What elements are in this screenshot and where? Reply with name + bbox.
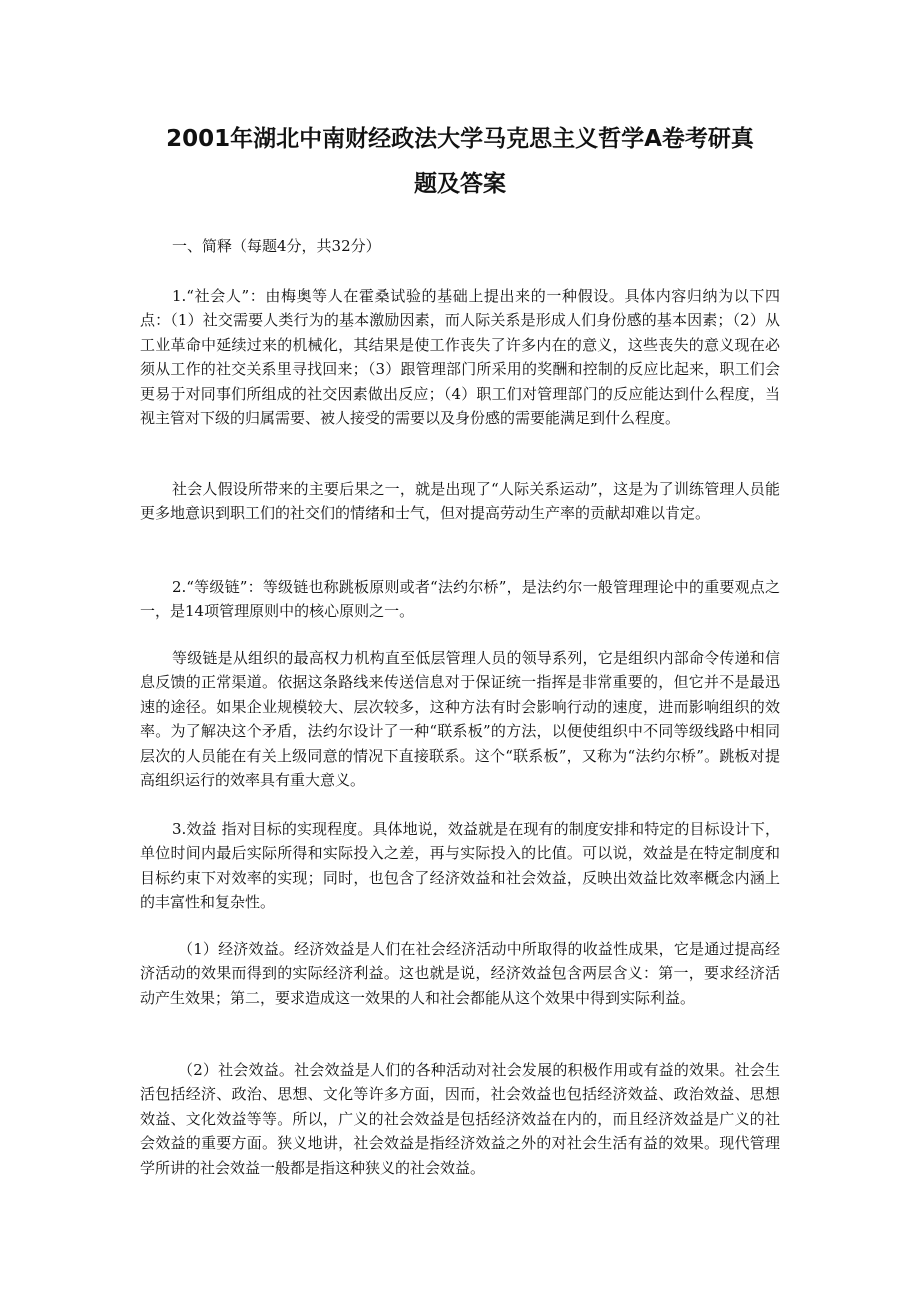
paragraph-scalar-chain: 2.“等级链”：等级链也称跳板原则或者“法约尔桥”，是法约尔一般管理理论中的重要观点之一，是14项管理原则中的核心原则之一。 [140,578,780,621]
paragraph-social-man: 1.“社会人”：由梅奥等人在霍桑试验的基础上提出来的一种假设。具体内容归纳为以下四点：（1）社交需要人类行为的基本激励因素，而人际关系是形成人们身份感的基本因素；（2）从工业革命中延续过来的机械化，其结果是使工作丧失了许多内在的意义，这些丧失的意义现在必须从工作的社交关系里寻找回来；（3）跟管理部门所采用的奖酬和控制的反应比起来，职工们会更易于对同事们所组成的社交因素做出反应；（4）职工们对管理部门的反应能达到什么程度，当视主管对下级的归属需要、被人接受的需要以及身份感的需要能满足到什么程度。 [140,287,780,428]
paragraph-social-benefit: （2）社会效益。社会效益是人们的各种活动对社会发展的积极作用或有益的效果。社会生活包括经济、政治、思想、文化等许多方面，因而，社会效益也包括经济效益、政治效益、思想效益、文化效益等等。所以，广义的社会效益是包括经济效益在内的，而且经济效益是广义的社会效益的重要方面。狭义地讲，社会效益是指经济效益之外的对社会生活有益的效果。现代管理学所讲的社会效益一般都是指这种狭义的社会效益。 [140,1061,780,1177]
document-title [138,117,782,207]
title-line-2: 题及答案 [414,171,506,197]
title-line-1: 2001年湖北中南财经政法大学马克思主义哲学A卷考研真 [166,126,754,152]
section-heading: 一、简释（每题4分，共32分） [172,237,381,255]
paragraph-economic-benefit: （1）经济效益。经济效益是人们在社会经济活动中所取得的收益性成果，它是通过提高经济活动的效果而得到的实际经济利益。这也就是说，经济效益包含两层含义：第一，要求经济活动产生效果；第二，要求造成这一效果的人和社会都能从这个效果中得到实际利益。 [140,940,780,1007]
paragraph-scalar-chain-detail: 等级链是从组织的最高权力机构直至低层管理人员的领导系列，它是组织内部命令传递和信息反馈的正常渠道。依据这条路线来传送信息对于保证统一指挥是非常重要的，但它并不是最迅速的途径。如果企业规模较大、层次较多，这种方法有时会影响行动的速度，进而影响组织的效率。为了解决这个矛盾，法约尔设计了一种“联系板”的方法，以便使组织中不同等级线路中相同层次的人员能在有关上级同意的情况下直接联系。这个“联系板”，又称为“法约尔桥”。跳板对提高组织运行的效率具有重大意义。 [140,649,780,790]
paragraph-benefit: 3.效益 指对目标的实现程度。具体地说，效益就是在现有的制度安排和特定的目标设计下，单位时间内最后实际所得和实际投入之差，再与实际投入的比值。可以说，效益是在特定制度和目标约束下对效率的实现；同时，也包含了经济效益和社会效益，反映出效益比效率概念内涵上的丰富性和复杂性。 [140,820,780,912]
paragraph-social-man-consequence: 社会人假设所带来的主要后果之一，就是出现了“人际关系运动”，这是为了训练管理人员能更多地意识到职工们的社交们的情绪和士气，但对提高劳动生产率的贡献却难以肯定。 [140,480,780,523]
